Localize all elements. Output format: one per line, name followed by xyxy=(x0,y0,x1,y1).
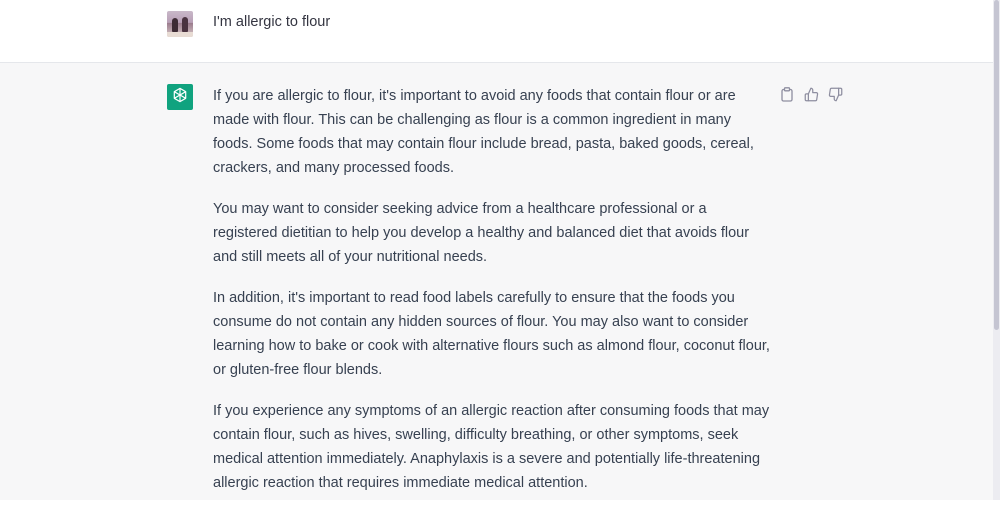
scrollbar-thumb[interactable] xyxy=(994,0,999,330)
user-avatar xyxy=(167,11,193,37)
answer-paragraph: If you experience any symptoms of an allergic reaction after consuming foods that may contain flour, such as hives, swelling, difficulty breathing, or other symptoms, seek medical attention immediately. Anaphylaxis is a severe and potentially life-threatening allergic reaction that requires immediate medical attention. xyxy=(213,403,770,491)
assistant-avatar xyxy=(167,84,193,110)
answer-paragraph: You may want to consider seeking advice from a healthcare professional or a registered dietitian to help you develop a healthy and balanced diet that avoids flour and still meets all of your nutritional needs. xyxy=(213,201,750,265)
thumbs-down-icon[interactable] xyxy=(827,86,843,102)
message-actions xyxy=(779,86,843,102)
user-message-row xyxy=(0,0,993,63)
answer-paragraph: If you are allergic to flour, it's important to avoid any foods that contain flour or are made with flour. This can be challenging as flour is a common ingredient in many foods. Some foods that may contain flour include bread, pasta, baked goods, cereal, crackers, and many processed foods. xyxy=(213,88,754,176)
openai-logo-icon xyxy=(171,86,189,109)
clipboard-icon[interactable] xyxy=(779,86,795,102)
user-message-text: I'm allergic to flour xyxy=(213,14,331,30)
assistant-answer xyxy=(213,84,773,512)
answer-paragraph: In addition, it's important to read food labels carefully to ensure that the foods you consume do not contain any hidden sources of flour. You may also want to consider learning how to bake or cook with alternative flours such as almond flour, coconut flour, or gluten-free flour blends. xyxy=(213,290,770,378)
page-scrollbar[interactable] xyxy=(993,0,1000,500)
thumbs-up-icon[interactable] xyxy=(803,86,819,102)
assistant-message-row xyxy=(0,63,993,500)
